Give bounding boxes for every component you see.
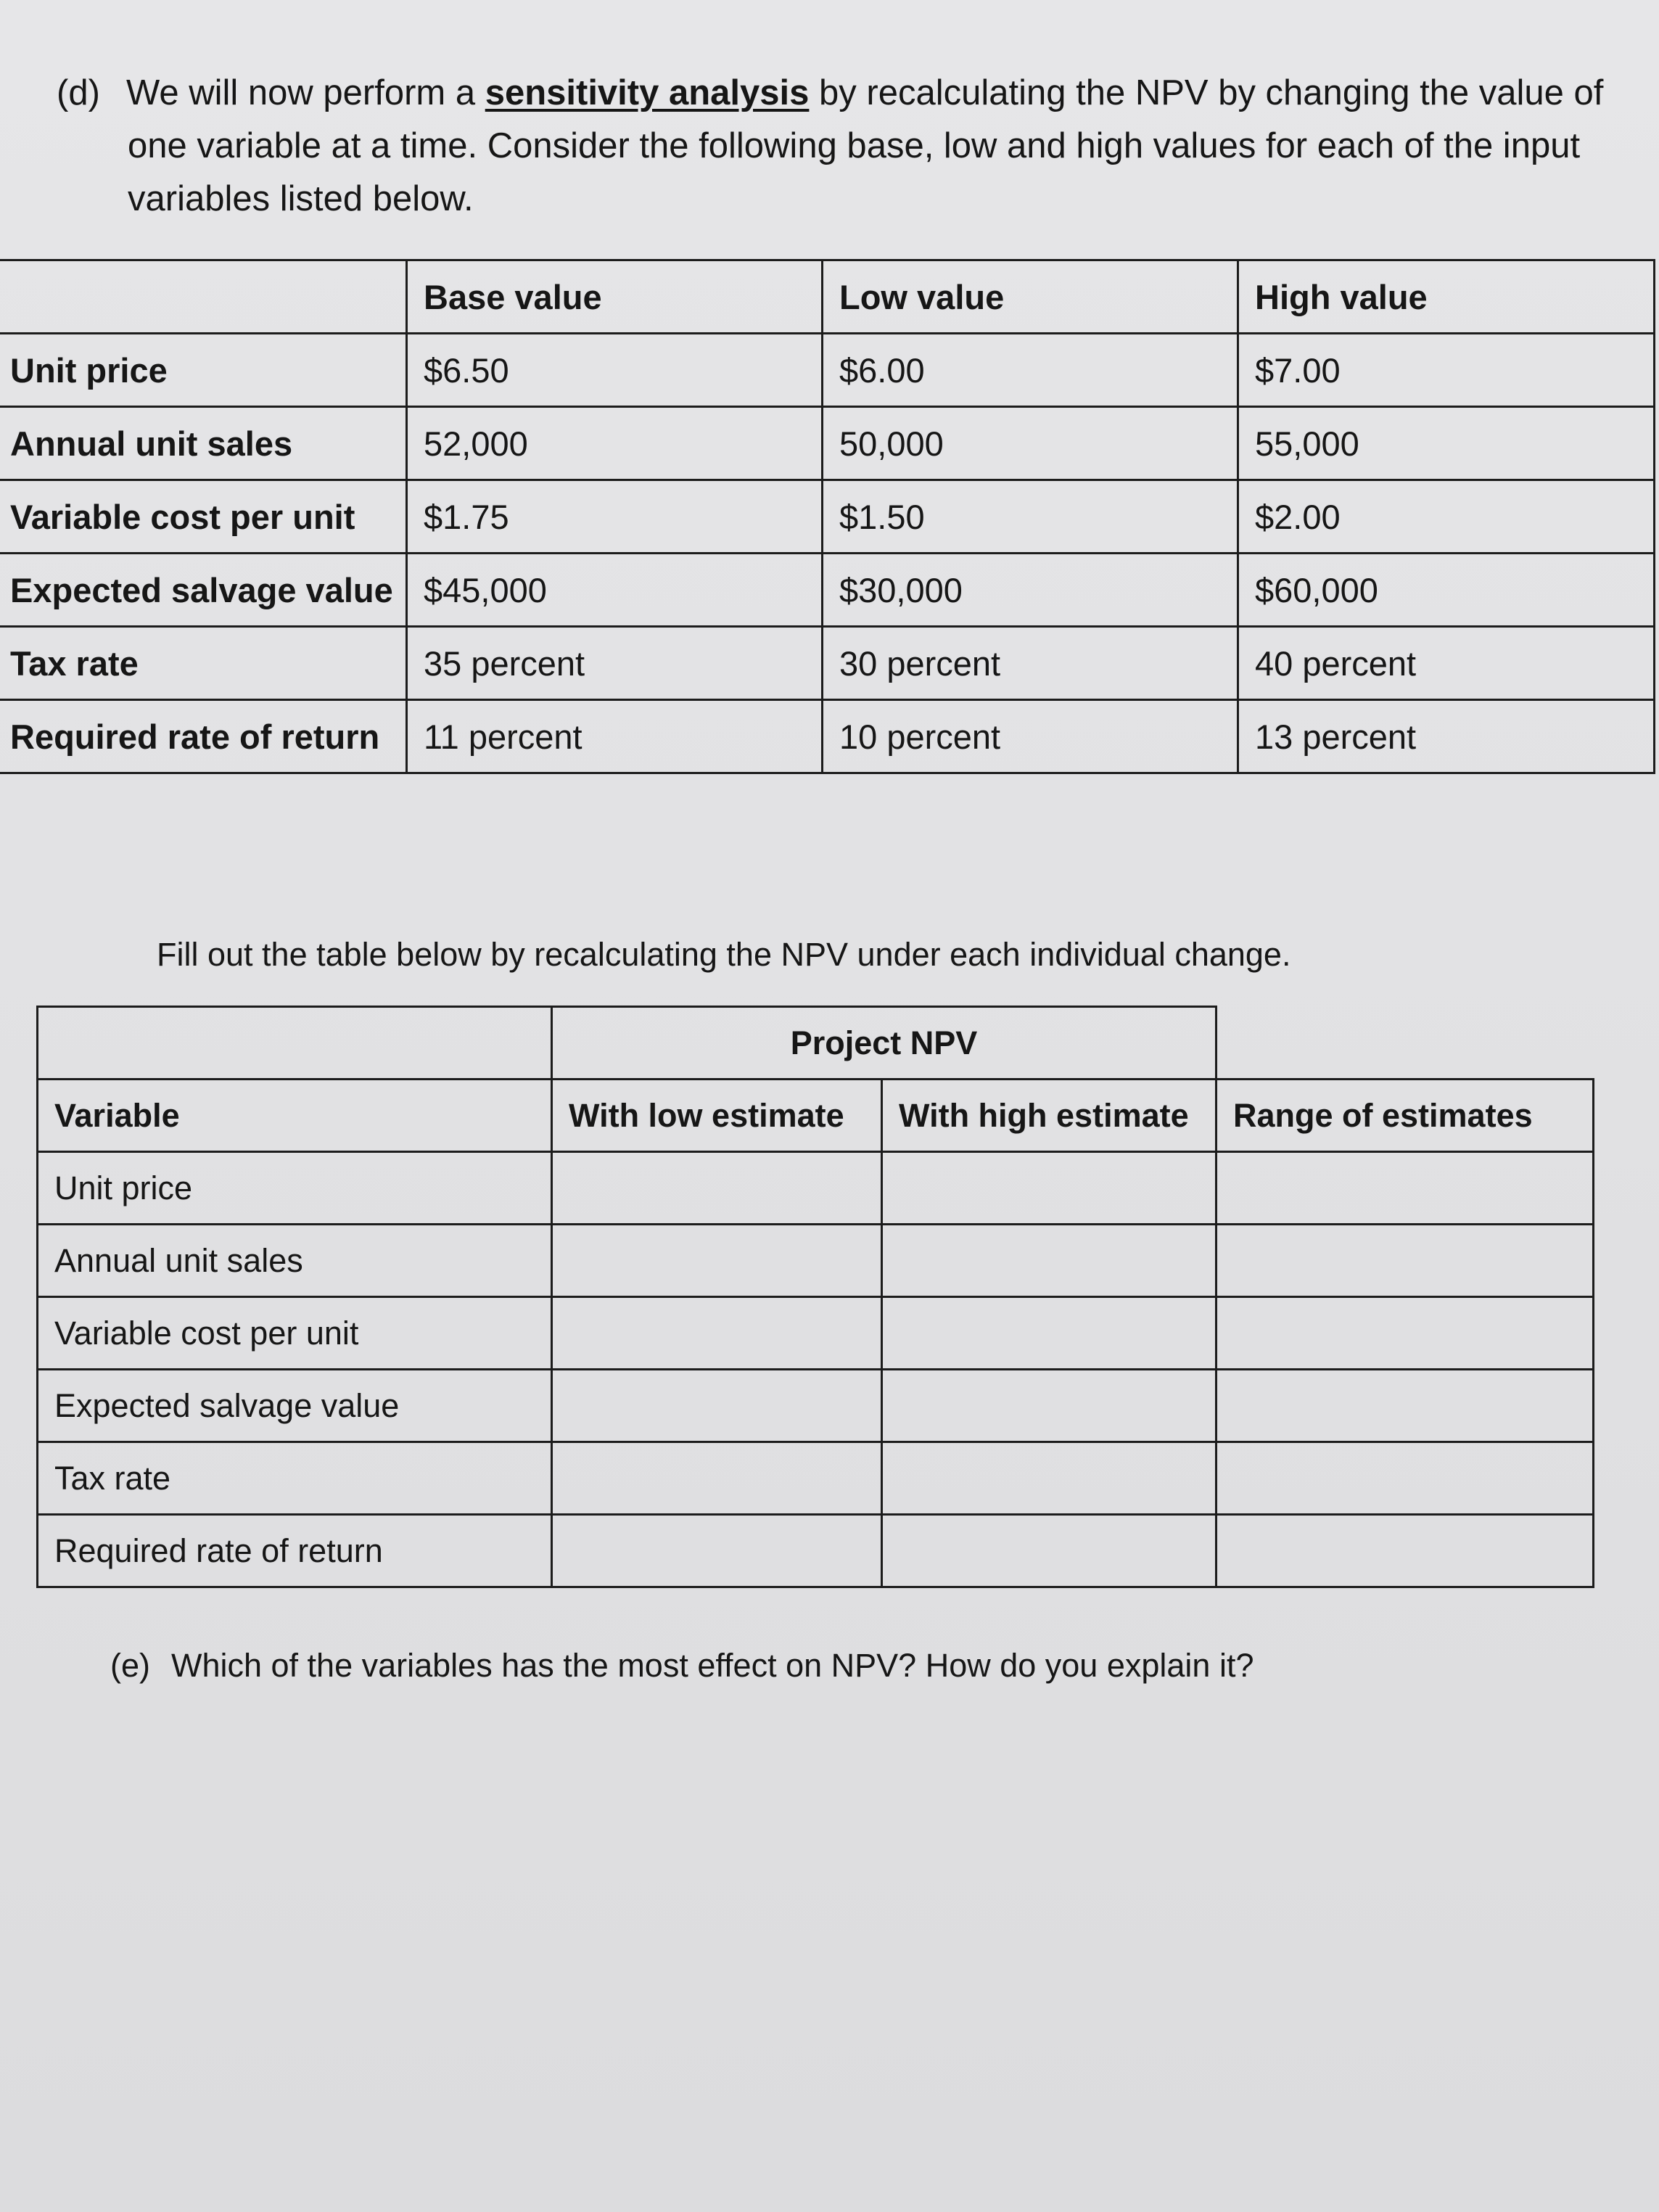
values-row-variable-cost: [0, 480, 1655, 554]
npv-row-required-return: [38, 1515, 1594, 1587]
question-e-text: Which of the variables has the most effect on NPV? How do you explain it?: [171, 1647, 1254, 1684]
npv-range-input-cell[interactable]: [1217, 1370, 1594, 1442]
npv-range-input-cell[interactable]: [1217, 1515, 1594, 1587]
npv-variable-cell: Required rate of return: [38, 1515, 552, 1587]
values-low-cell: $30,000: [823, 554, 1238, 627]
values-variable-cell: Required rate of return: [0, 700, 407, 773]
values-row-required-return: [0, 700, 1655, 773]
values-low-cell: 50,000: [823, 407, 1238, 480]
npv-group-header-row: [38, 1007, 1594, 1080]
npv-header-row: [38, 1080, 1594, 1152]
npv-header-variable: Variable: [38, 1080, 552, 1152]
values-high-cell: 13 percent: [1238, 700, 1655, 773]
npv-group-blank-cell: [38, 1007, 552, 1080]
npv-high-input-cell[interactable]: [882, 1370, 1217, 1442]
npv-low-input-cell[interactable]: [552, 1152, 882, 1225]
npv-low-input-cell[interactable]: [552, 1515, 882, 1587]
question-d-line3: variables listed below.: [128, 179, 474, 218]
question-d-text-after: by recalculating the NPV by changing the value of: [809, 73, 1604, 112]
npv-variable-cell: Unit price: [38, 1152, 552, 1225]
npv-variable-cell: Tax rate: [38, 1442, 552, 1515]
question-d-label: (d): [57, 73, 100, 112]
values-low-cell: $1.50: [823, 480, 1238, 554]
npv-low-input-cell[interactable]: [552, 1297, 882, 1370]
npv-high-input-cell[interactable]: [882, 1442, 1217, 1515]
npv-variable-cell: Expected salvage value: [38, 1370, 552, 1442]
npv-row-tax-rate: [38, 1442, 1594, 1515]
values-high-cell: $60,000: [1238, 554, 1655, 627]
npv-low-input-cell[interactable]: [552, 1442, 882, 1515]
npv-high-input-cell[interactable]: [882, 1297, 1217, 1370]
fill-out-instruction: Fill out the table below by recalculating the NPV under each individual change.: [157, 936, 1291, 973]
npv-low-input-cell[interactable]: [552, 1370, 882, 1442]
values-low-cell: $6.00: [823, 334, 1238, 407]
question-d: [57, 67, 1631, 226]
npv-range-input-cell[interactable]: [1217, 1152, 1594, 1225]
values-base-cell: $45,000: [407, 554, 823, 627]
project-npv-table: [36, 1006, 1594, 1588]
npv-row-annual-unit-sales: [38, 1225, 1594, 1297]
npv-range-input-cell[interactable]: [1217, 1442, 1594, 1515]
values-high-cell: $2.00: [1238, 480, 1655, 554]
values-base-cell: 52,000: [407, 407, 823, 480]
values-header-low: Low value: [823, 260, 1238, 334]
npv-group-empty: [1217, 1007, 1594, 1080]
npv-row-salvage-value: [38, 1370, 1594, 1442]
npv-variable-cell: Annual unit sales: [38, 1225, 552, 1297]
values-base-cell: 35 percent: [407, 627, 823, 700]
values-low-cell: 30 percent: [823, 627, 1238, 700]
question-d-line2: one variable at a time. Consider the following base, low and high values for each of the input: [128, 126, 1581, 165]
values-base-cell: $6.50: [407, 334, 823, 407]
values-header-row: [0, 260, 1655, 334]
values-high-cell: 55,000: [1238, 407, 1655, 480]
npv-range-input-cell[interactable]: [1217, 1225, 1594, 1297]
npv-high-input-cell[interactable]: [882, 1515, 1217, 1587]
npv-high-input-cell[interactable]: [882, 1152, 1217, 1225]
values-variable-cell: Unit price: [0, 334, 407, 407]
values-low-cell: 10 percent: [823, 700, 1238, 773]
values-row-annual-unit-sales: [0, 407, 1655, 480]
values-variable-cell: Annual unit sales: [0, 407, 407, 480]
values-base-cell: 11 percent: [407, 700, 823, 773]
sensitivity-analysis-term: sensitivity analysis: [485, 73, 810, 112]
values-variable-cell: Expected salvage value: [0, 554, 407, 627]
values-high-cell: $7.00: [1238, 334, 1655, 407]
values-header-blank: [0, 260, 407, 334]
values-header-base: Base value: [407, 260, 823, 334]
values-variable-cell: Tax rate: [0, 627, 407, 700]
values-base-cell: $1.75: [407, 480, 823, 554]
npv-high-input-cell[interactable]: [882, 1225, 1217, 1297]
values-header-high: High value: [1238, 260, 1655, 334]
npv-variable-cell: Variable cost per unit: [38, 1297, 552, 1370]
values-high-cell: 40 percent: [1238, 627, 1655, 700]
npv-header-range: Range of estimates: [1217, 1080, 1594, 1152]
npv-low-input-cell[interactable]: [552, 1225, 882, 1297]
values-row-salvage-value: [0, 554, 1655, 627]
values-variable-cell: Variable cost per unit: [0, 480, 407, 554]
values-row-unit-price: [0, 334, 1655, 407]
values-row-tax-rate: [0, 627, 1655, 700]
project-npv-header: Project NPV: [552, 1007, 1217, 1080]
input-values-table: [0, 259, 1655, 774]
npv-header-high: With high estimate: [882, 1080, 1217, 1152]
npv-range-input-cell[interactable]: [1217, 1297, 1594, 1370]
question-e-label: (e): [110, 1647, 150, 1684]
question-d-text-before: We will now perform a: [126, 73, 485, 112]
question-e: [110, 1647, 1253, 1685]
npv-row-variable-cost: [38, 1297, 1594, 1370]
npv-header-low: With low estimate: [552, 1080, 882, 1152]
npv-row-unit-price: [38, 1152, 1594, 1225]
